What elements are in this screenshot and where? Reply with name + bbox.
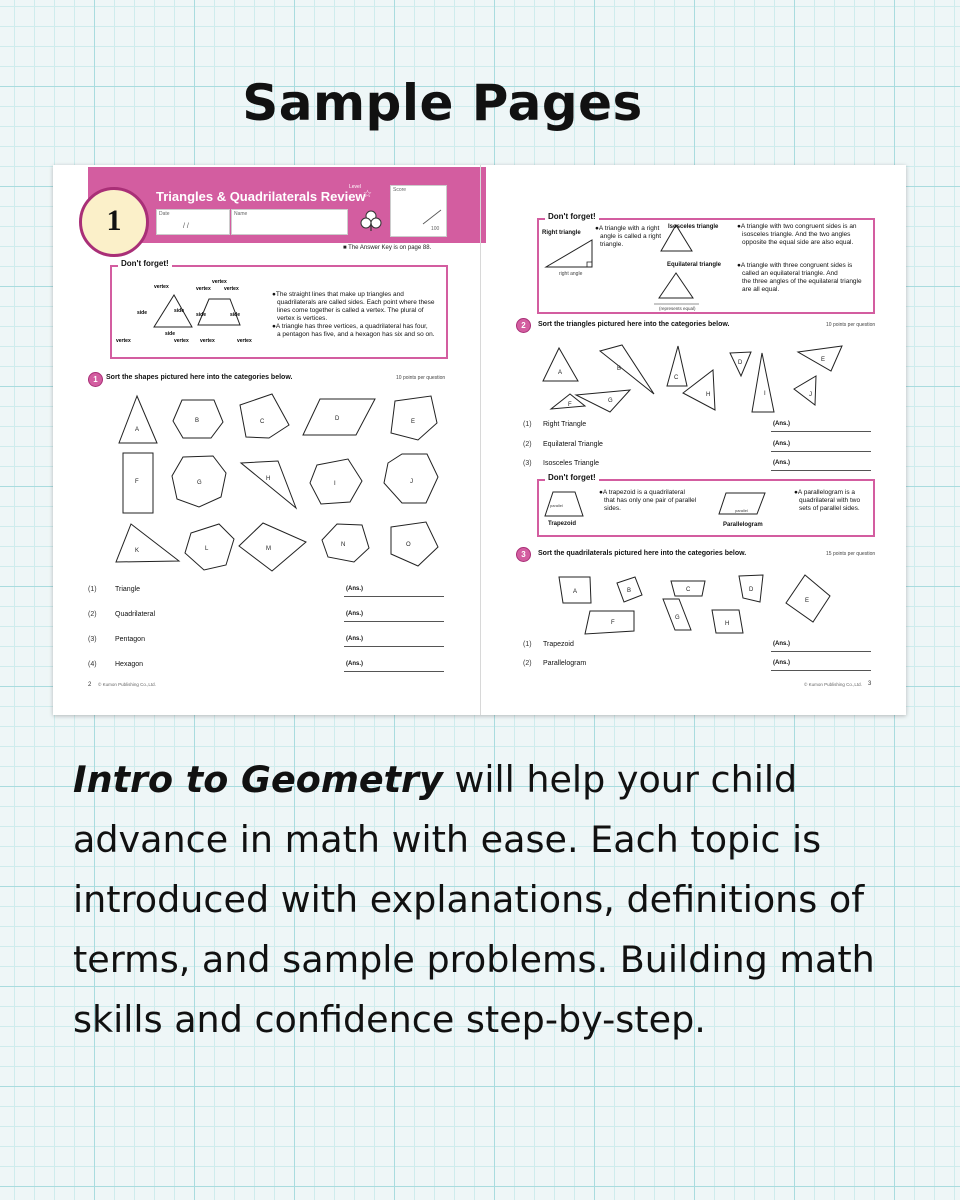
svg-text:E: E: [821, 357, 826, 363]
score-box: Score 100: [390, 185, 447, 237]
parallel-label: parallel: [550, 503, 563, 508]
shape-m: [239, 523, 306, 571]
question-3-quadrilaterals: [481, 165, 906, 715]
equilateral-text-2: called an equilateral triangle. And: [742, 270, 838, 277]
answer-row-pentagon: (3) Pentagon (Ans.): [88, 636, 448, 648]
svg-text:N: N: [341, 542, 346, 548]
level-label: Level: [349, 184, 361, 190]
question-3-number: 3: [516, 547, 531, 562]
lesson-number: 1: [79, 187, 149, 257]
quad-f: [585, 611, 634, 634]
svg-text:C: C: [686, 587, 691, 593]
svg-text:vertex: vertex: [212, 279, 227, 285]
svg-text:side: side: [174, 308, 185, 314]
question-3-text: Sort the quadrilaterals pictured here into the categories below.: [538, 550, 747, 557]
svg-text:F: F: [611, 620, 615, 626]
dont-forget-text-2: quadrilaterals are called sides. Each point where these: [277, 299, 435, 306]
svg-text:vertex: vertex: [154, 284, 169, 290]
svg-text:vertex: vertex: [174, 338, 189, 344]
svg-text:I: I: [764, 391, 766, 397]
represents-equal-label: (represents equal): [659, 306, 696, 311]
dont-forget-text-6: a pentagon has five, and a hexagon has six and so on.: [277, 331, 435, 338]
trapezoid-label: Trapezoid: [548, 521, 577, 527]
isosceles-text-3: opposite the equal side are also equal.: [742, 239, 854, 246]
right-page: [480, 165, 906, 715]
right-tri-text-2: angle is called a right: [600, 233, 662, 240]
svg-text:side: side: [137, 310, 148, 316]
svg-text:vertex: vertex: [196, 286, 211, 292]
answer-row-hexagon: (4) Hexagon (Ans.): [88, 661, 448, 673]
question-1-number: 1: [88, 372, 103, 387]
right-page-number: 3: [868, 681, 872, 687]
right-tri-text-1: ●A triangle with a right: [595, 225, 660, 232]
answer-row-trapezoid: (1) Trapezoid (Ans.): [523, 641, 875, 653]
isosceles-label: Isosceles triangle: [668, 224, 719, 230]
svg-text:J: J: [809, 392, 812, 398]
svg-text:vertex: vertex: [224, 286, 239, 292]
description-paragraph: [73, 750, 893, 1050]
shape-e: [391, 396, 437, 440]
svg-text:G: G: [197, 480, 202, 486]
parallelogram-label: Parallelogram: [723, 522, 763, 528]
parallelogram-text-3: sets of parallel sides.: [799, 505, 860, 512]
svg-text:K: K: [135, 548, 140, 554]
svg-text:D: D: [335, 416, 340, 422]
svg-text:L: L: [205, 546, 209, 552]
parallel-label-2: parallel: [735, 508, 748, 513]
left-publisher: © Kumon Publishing Co.,Ltd.: [98, 682, 156, 687]
svg-text:H: H: [266, 476, 271, 482]
svg-text:H: H: [725, 621, 730, 627]
trapezoid-text-3: sides.: [604, 505, 621, 512]
shape-k: [116, 524, 179, 562]
answer-row-quadrilateral: (2) Quadrilateral (Ans.): [88, 611, 448, 623]
svg-text:O: O: [406, 542, 411, 548]
dont-forget-title-3: Don't forget!: [545, 473, 599, 482]
right-publisher: © Kumon Publishing Co.,Ltd.: [804, 682, 862, 687]
svg-text:A: A: [573, 589, 578, 595]
svg-text:F: F: [568, 402, 572, 408]
question-2-number: 2: [516, 318, 531, 333]
shape-a: [119, 396, 157, 443]
name-field: Name: [231, 209, 348, 235]
svg-text:B: B: [627, 588, 632, 594]
question-1-points: 10 points per question: [396, 375, 446, 381]
question-1-shapes: [53, 165, 480, 715]
svg-text:A: A: [135, 427, 140, 433]
isosceles-text-2: isosceles triangle. And the two angles: [742, 231, 851, 238]
svg-text:B: B: [617, 366, 622, 372]
svg-text:G: G: [675, 615, 680, 621]
dont-forget-text-4: vertex is vertices.: [277, 315, 328, 322]
answer-row-triangle: (1) Triangle (Ans.): [88, 586, 448, 598]
shape-n: [322, 524, 369, 562]
svg-text:D: D: [749, 587, 754, 593]
svg-text:H: H: [706, 392, 711, 398]
parallelogram-text-1: ●A parallelogram is a: [794, 489, 856, 496]
dont-forget-text-5: ●A triangle has three vertices, a quadrilateral has four,: [272, 323, 428, 330]
description-body: will help your child advance in math with ease. Each topic is introduced with explanations, definitions of terms, and sample problems. Building math skills and confidence step-by-step.: [73, 758, 875, 1041]
answer-row-parallelogram: (2) Parallelogram (Ans.): [523, 660, 875, 672]
equilateral-text-1: ●A triangle with three congruent sides is: [737, 262, 853, 269]
svg-text:E: E: [411, 419, 416, 425]
svg-text:D: D: [738, 360, 743, 366]
dont-forget-title: Don't forget!: [118, 259, 172, 268]
shape-o: [391, 522, 438, 566]
svg-text:vertex: vertex: [237, 338, 252, 344]
svg-text:side: side: [165, 331, 176, 337]
right-triangle-label: Right triangle: [542, 230, 581, 236]
svg-text:vertex: vertex: [200, 338, 215, 344]
svg-text:M: M: [266, 546, 271, 552]
page-headline: Sample Pages: [242, 74, 643, 132]
equilateral-text-3: the three angles of the equilateral triangle: [742, 278, 862, 285]
svg-text:vertex: vertex: [116, 338, 131, 344]
shape-h: [241, 461, 296, 508]
left-page-number: 2: [88, 682, 92, 688]
question-2-points: 10 points per question: [826, 322, 876, 328]
trapezoid-text-2: that has only one pair of parallel: [604, 497, 697, 504]
shape-i: [310, 459, 362, 504]
svg-text:E: E: [805, 598, 810, 604]
svg-text:C: C: [674, 375, 679, 381]
svg-text:C: C: [260, 419, 265, 425]
right-angle-label: right angle: [559, 271, 583, 277]
shape-c: [240, 394, 289, 438]
trapezoid-text-1: ●A trapezoid is a quadrilateral: [599, 489, 685, 496]
dont-forget-text-1: ●The straight lines that make up triangles and: [272, 291, 404, 298]
answer-row-equilateral: (2) Equilateral Triangle (Ans.): [523, 441, 875, 453]
svg-text:F: F: [135, 479, 139, 485]
shape-l: [185, 524, 234, 570]
answer-key-note: ■ The Answer Key is on page 88.: [343, 245, 432, 251]
dont-forget-text-3: lines come together is called a vertex. The plural of: [277, 307, 424, 314]
svg-text:J: J: [410, 479, 413, 485]
answer-row-isosceles: (3) Isosceles Triangle (Ans.): [523, 460, 875, 472]
answer-row-right-triangle: (1) Right Triangle (Ans.): [523, 421, 875, 433]
svg-text:side: side: [196, 312, 207, 318]
workbook-spread: [53, 165, 906, 715]
svg-text:A: A: [558, 370, 563, 376]
svg-text:G: G: [608, 398, 613, 404]
equilateral-text-4: are all equal.: [742, 286, 780, 293]
svg-text:B: B: [195, 418, 200, 424]
question-2-text: Sort the triangles pictured here into the categories below.: [538, 321, 730, 328]
question-1-text: Sort the shapes pictured here into the categories below.: [106, 374, 293, 381]
star-icon: ☆: [363, 189, 372, 200]
book-title: Intro to Geometry: [73, 758, 443, 801]
right-tri-text-3: triangle.: [600, 241, 624, 248]
parallelogram-text-2: quadrilateral with two: [799, 497, 861, 504]
svg-text:I: I: [334, 481, 336, 487]
date-field: Date / /: [156, 209, 230, 235]
dont-forget-title-2: Don't forget!: [545, 212, 599, 221]
svg-text:side: side: [230, 312, 241, 318]
question-3-points: 15 points per question: [826, 551, 876, 557]
lesson-title: Triangles & Quadrilaterals Review: [156, 189, 366, 204]
left-page: [53, 165, 480, 715]
isosceles-text-1: ●A triangle with two congruent sides is an: [737, 223, 857, 230]
equilateral-label: Equilateral triangle: [667, 262, 722, 268]
